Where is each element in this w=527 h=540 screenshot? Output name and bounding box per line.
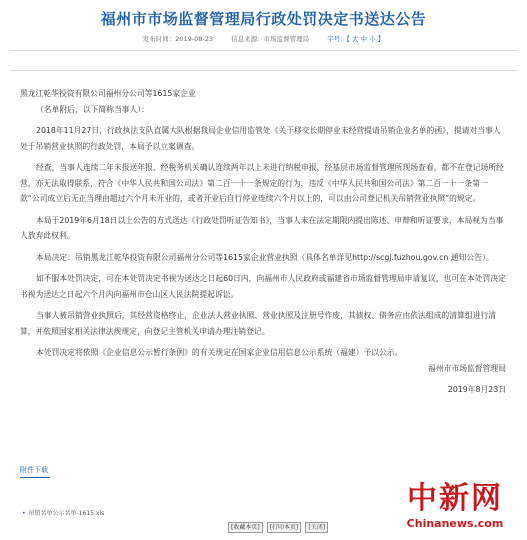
watermark-brand: 中新网: [407, 481, 503, 516]
attachment-link[interactable]: [22, 508, 104, 517]
paragraph-finding: 经查，当事人连续二年未报送年报、经税务机关确认连续两年以上未进行纳税申报，经基层市场监督管理所现场查看，都不在登记场所经营，亦无法取得联系，符合《中华人民共和国公司法》第二百一十一条规定的行为，违反《中华人民共和国公司法》第二百一十一条第一款“公司成立后无正当理由超过六个月未开业的，或者开业后自行停业连续六个月以上的，可以由公司登记机关吊销营业执照”的规定。: [20, 163, 504, 203]
attachments-title: 附件下载: [20, 466, 48, 474]
addressee: 黑龙江乾华投资有限公司福州分公司等1615家企业: [20, 89, 196, 98]
paragraph-consequence: 当事人被吊销营业执照后，其经营资格终止，企业法人营业执照、营业执照及注册号作废，其债权、债务应由依法组成的清算组进行清算，并依照国家相关法律法规规定，向登记主管机关申请办理注销登记。: [20, 311, 497, 336]
paragraph-notice: 本局于2019年6月18日以上公告的方式送达《行政处罚听证告知书》，当事人未在法定期限内提出陈述、申辩和听证要求，本局视为当事人放弃此权利。: [20, 215, 504, 240]
watermark-domain: Chinanews.com: [406, 517, 504, 530]
print-page-button[interactable]: [打印本页]: [267, 522, 302, 533]
paragraph-publicity: 本处罚决定将依照《企业信息公示暂行条例》的有关规定在国家企业信用信息公示系统（福建）予以公示。: [36, 348, 403, 357]
document-body: [20, 86, 506, 398]
signer: 福州市市场监督管理局: [428, 363, 506, 373]
file-bullet-icon: •: [22, 510, 26, 517]
font-size-switch[interactable]: 字号：【 大 中 小 】: [327, 35, 385, 43]
bookmark-page-button[interactable]: [收藏本页]: [228, 522, 263, 533]
attachments-underline: [20, 477, 50, 478]
publish-date: 发布时间：2019-08-23: [142, 35, 214, 43]
info-source: 信息来源：市场监督管理局: [231, 35, 310, 43]
addressee-note: （名单附后，以下简称当事人）：: [36, 104, 150, 114]
attachment-filename: 吊销名单公示名单-1615.xls: [28, 510, 105, 517]
paragraph-appeal: 如不服本处罚决定，可在本处罚决定书视为送达之日起60日内，向福州市人民政府或福建省市场监督管理局申请复议，也可在本处罚决定书视为送达之日起六个月内向福州市仓山区人民法院提起诉讼。: [20, 274, 506, 299]
close-button[interactable]: [关闭]: [305, 522, 328, 533]
sign-date: 2019年8月23日: [447, 385, 506, 394]
chinanews-watermark: [395, 482, 515, 530]
footer-actions: [228, 522, 328, 533]
paragraph-intro: 2018年11月27日，行政执法支队直属大队根据我局企业信用监管处《关于移交长期停业未经营提请吊销企业名单的函》，提请对当事人处于吊销营业执照的行政处罚，本局予以立案调查。: [20, 126, 501, 151]
article-meta: [0, 34, 527, 43]
page-title: 福州市市场监督管理局行政处罚决定书送达公告: [100, 10, 427, 28]
paragraph-decision: 本局决定：吊销黑龙江乾华投资有限公司福州分公司等1615家企业营业执照（具体名单详见http://scgj.fuzhou.gov.cn 通知公告）。: [36, 252, 494, 262]
header-divider: [10, 50, 517, 51]
content-divider: [10, 70, 517, 71]
